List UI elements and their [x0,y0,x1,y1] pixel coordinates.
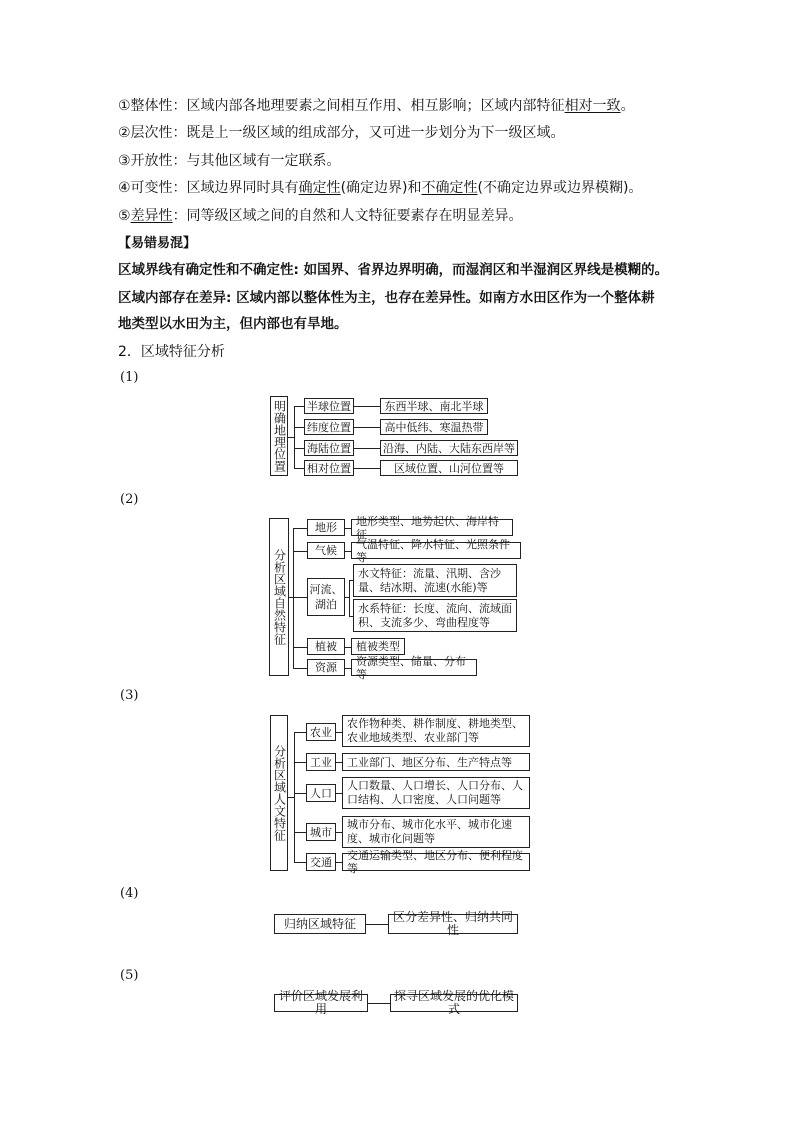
connector [349,580,350,616]
connector [368,1003,390,1004]
d3-value: 农作物种类、耕作制度、耕地类型、农业地域类型、农业部门等 [342,715,530,747]
d3-key: 城市 [306,823,336,841]
d2-value: 气温特征、降水特征、光照条件等 [351,542,521,559]
connector [366,924,388,925]
d1-value: 高中低纬、寒温热带 [380,419,488,435]
d1-key: 纬度位置 [304,419,354,435]
feature-variability [118,178,642,198]
connector [294,732,295,862]
feature-hierarchy: ②层次性：既是上一级区域的组成部分，又可进一步划分为下一级区域。 [118,125,565,141]
d2-value: 地形类型、地势起伏、海岸特征 [351,519,513,536]
connector [288,437,294,438]
connector [354,406,380,407]
d2-key: 资源 [307,659,345,676]
connector [294,406,304,407]
diagram-5-label: (5) [120,968,139,983]
d2-key: 地形 [307,519,345,536]
connector [293,668,307,669]
diagram-4-value: 区分差异性、归纳共同性 [388,914,518,934]
d2-value: 植被类型 [351,638,405,655]
confusion-paragraph-2a: 区域内部存在差异: 区域内部以整体性为主，也存在差异性。如南方水田区作为一个整体耕 [118,290,655,306]
d3-key: 人口 [306,784,336,802]
feature-openness: ③开放性：与其他区域有一定联系。 [118,153,341,169]
d1-value: 区域位置、山河位置等 [380,460,518,476]
feature-integrity [118,96,635,116]
feature-variability-text: ④可变性：区域边界同时具有 [118,180,299,196]
feature-variability-text: (不确定边界或边界模糊)。 [477,180,643,196]
d2-key: 气候 [307,542,345,559]
connector [294,862,306,863]
feature-difference-text: ⑤ [118,208,131,224]
d1-key: 相对位置 [304,460,354,476]
feature-integrity-text: ①整体性：区域内部各地理要素之间相互作用、相互影响；区域内部特征 [118,98,565,114]
connector [294,406,295,468]
confusion-title: 【易错易混】 [118,236,197,251]
diagram-3-root: 分析区域人文特征 [270,715,288,871]
d3-value: 城市分布、城市化水平、城市化速度、城市化问题等 [342,816,530,848]
diagram-3-label: (3) [120,688,139,703]
connector [294,762,306,763]
connector [293,647,307,648]
connector [288,797,294,798]
diagram-5-value: 探寻区域发展的优化模式 [390,994,518,1012]
d2-value: 水系特征：长度、流向、流域面积、支流多少、弯曲程度等 [353,599,517,632]
feature-variability-text: (确定边界)和 [340,180,422,196]
diagram-2-root: 分析区域自然特征 [269,518,289,676]
feature-difference [118,206,523,226]
connector [293,528,307,529]
confusion-paragraph-2b: 地类型以水田为主，但内部也有旱地。 [118,316,348,332]
diagram-5-root: 评价区域发展利用 [274,994,368,1012]
connector [293,597,307,598]
connector [294,448,304,449]
diagram-1-label: (1) [120,370,139,385]
diagram-4-label: (4) [120,886,139,901]
connector [294,732,306,733]
d1-key: 半球位置 [304,398,354,414]
underlined-term: 相对一致 [564,98,621,114]
d1-value: 沿海、内陆、大陆东西岸等 [380,440,518,456]
connector [294,427,304,428]
d3-value: 交通运输类型、地区分布、便利程度等 [342,853,530,871]
confusion-paragraph-1: 区域界线有确定性和不确定性: 如国界、省界边界明确，而湿润区和半湿润区界线是模糊的。 [118,262,669,278]
diagram-4-root: 归纳区域特征 [274,914,366,934]
punct: 。 [620,98,635,114]
diagram-2-label: (2) [120,492,139,507]
underlined-term: 确定性 [298,180,341,196]
connector [294,468,304,469]
d2-value: 水文特征：流量、汛期、含沙量、结冰期、流速(水能)等 [353,564,517,597]
connector [354,427,380,428]
d3-value: 工业部门、地区分布、生产特点等 [342,753,530,771]
d1-key: 海陆位置 [304,440,354,456]
connector [293,551,307,552]
d1-value: 东西半球、南北半球 [380,398,488,414]
underlined-term: 差异性 [130,208,173,224]
section-heading: 2．区域特征分析 [118,344,225,360]
connector [354,468,380,469]
d3-key: 农业 [306,723,336,741]
diagram-1-root: 明确地理位置 [270,396,288,476]
d2-value: 资源类型、储量、分布等 [351,659,477,676]
connector [294,793,306,794]
d3-value: 人口数量、人口增长、人口分布、人口结构、人口密度、人口问题等 [342,777,530,809]
d3-key: 交通 [306,853,336,871]
d3-key: 工业 [306,753,336,771]
d2-key: 河流、湖泊 [307,578,345,616]
connector [294,832,306,833]
feature-difference-text: ：同等级区域之间的自然和人文特征要素存在明显差异。 [172,208,523,224]
d2-key: 植被 [307,638,345,655]
connector [354,448,380,449]
underlined-term: 不确定性 [421,180,478,196]
